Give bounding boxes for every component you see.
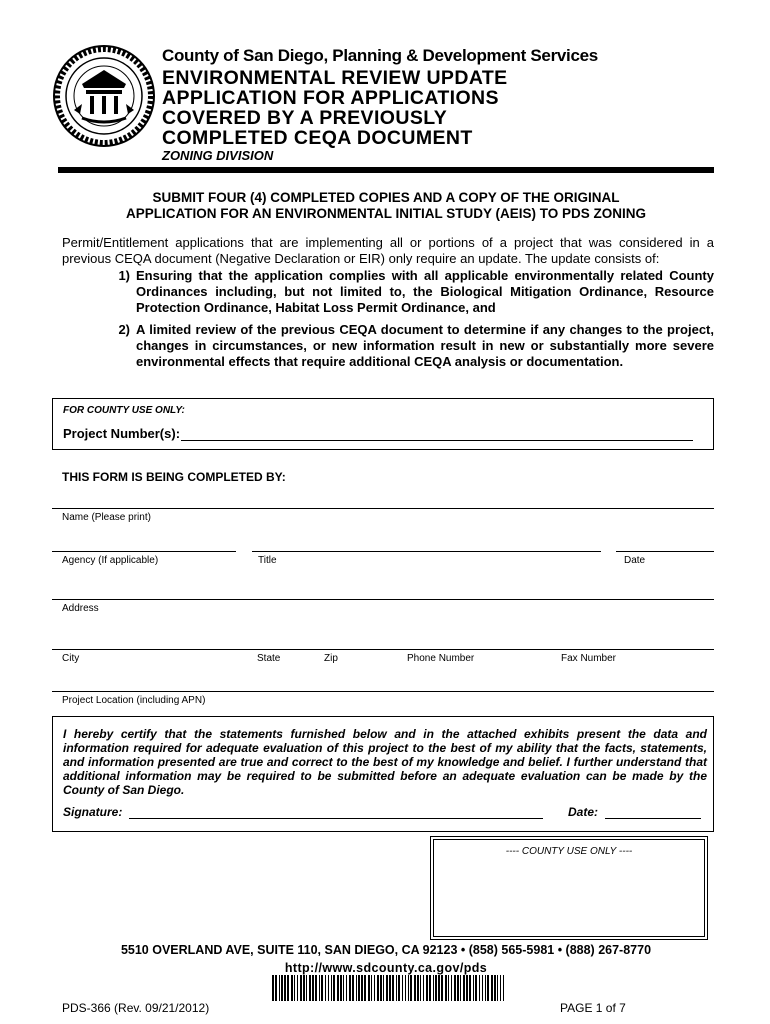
certification-text: I hereby certify that the statements furnished below and in the attached exhibits present the data and information required for adequate evaluation of this project to the best of my ability that the facts, statements, and information presented are true and correct to the best of my knowledge and belief. I further understand that additional information may be required to be submitted before an adequate evaluation can be made by the County of San Diego. — [63, 727, 707, 797]
barcode-bar — [392, 975, 394, 1001]
barcode-bar — [485, 975, 486, 1001]
barcode-bar — [487, 975, 489, 1001]
barcode-bar — [417, 975, 419, 1001]
list-item-text: Ensuring that the application complies with all applicable environmentally related County Ordinances including, but not limited to, the Biological Mitigation Ordinance, Resource Protection Ordinance, Habitat Loss Permit Ordinance, and — [136, 268, 714, 315]
county-use-only-box — [430, 836, 708, 940]
list-item-number: 2) — [118, 322, 130, 337]
barcode-bar — [482, 975, 483, 1001]
barcode-bar — [451, 975, 452, 1001]
zip-label: Zip — [324, 653, 338, 664]
barcode-bar — [441, 975, 443, 1001]
barcode-bar — [315, 975, 317, 1001]
county-seal-logo — [52, 44, 156, 148]
name-field[interactable] — [52, 508, 714, 509]
barcode-bar — [377, 975, 379, 1001]
barcode-bar — [300, 975, 302, 1001]
list-item — [62, 268, 714, 316]
barcode-bar — [445, 975, 447, 1001]
update-items-list — [62, 268, 714, 376]
phone-label: Phone Number — [407, 653, 475, 664]
barcode-bar — [420, 975, 421, 1001]
barcode-bar — [433, 975, 434, 1001]
form-title — [162, 68, 508, 148]
barcode-image — [272, 975, 504, 1001]
project-number-label: Project Number(s): — [63, 426, 181, 441]
barcode-bar — [479, 975, 480, 1001]
barcode-bar — [294, 975, 295, 1001]
barcode-bar — [352, 975, 354, 1001]
address-field[interactable] — [52, 599, 714, 600]
project-number-field[interactable] — [181, 440, 693, 441]
form-title-line: COVERED BY A PREVIOUSLY — [162, 107, 448, 129]
intro-paragraph: Permit/Entitlement applications that are implementing all or portions of a project that was considered in a previous CEQA document (Negative Declaration or EIR) only require an update. The update consists of: — [62, 235, 714, 266]
submit-instructions — [58, 190, 714, 222]
barcode-bar — [325, 975, 326, 1001]
barcode-bar — [380, 975, 382, 1001]
barcode-bar — [448, 975, 449, 1001]
barcode-bar — [321, 975, 323, 1001]
barcode-bar — [429, 975, 431, 1001]
form-number: PDS-366 (Rev. 09/21/2012) — [62, 1001, 210, 1015]
form-title-line: ENVIRONMENTAL REVIEW UPDATE — [162, 67, 508, 89]
barcode-bar — [466, 975, 468, 1001]
barcode-bar — [423, 975, 424, 1001]
barcode-bar — [337, 975, 339, 1001]
barcode-bar — [356, 975, 357, 1001]
signature-field[interactable] — [129, 818, 543, 819]
page-number: PAGE 1 of 7 — [560, 1001, 626, 1015]
fax-label: Fax Number — [561, 653, 617, 664]
barcode-bar — [386, 975, 388, 1001]
list-item-text: A limited review of the previous CEQA document to determine if any changes to the project, changes in circumstances, or new information result in new or substantially more severe environmental effects that require additional CEQA analysis or documentation. — [136, 322, 714, 369]
barcode-bar — [287, 975, 289, 1001]
barcode-bar — [460, 975, 461, 1001]
title-label: Title — [258, 555, 277, 566]
barcode-bar — [333, 975, 335, 1001]
barcode-bar — [383, 975, 384, 1001]
barcode-bar — [368, 975, 370, 1001]
title-field[interactable] — [252, 551, 601, 552]
department-name: County of San Diego, Planning & Development Services — [162, 46, 598, 65]
barcode-bar — [358, 975, 360, 1001]
submit-line: APPLICATION FOR AN ENVIRONMENTAL INITIAL STUDY (AEIS) TO PDS ZONING — [125, 206, 647, 221]
barcode-bar — [463, 975, 465, 1001]
header-divider — [58, 167, 714, 173]
barcode-bar — [438, 975, 440, 1001]
barcode-bar — [349, 975, 351, 1001]
barcode-bar — [343, 975, 344, 1001]
form-title-line: APPLICATION FOR APPLICATIONS — [162, 87, 499, 109]
barcode-bar — [371, 975, 372, 1001]
barcode-bar — [435, 975, 437, 1001]
certification-section — [52, 716, 714, 832]
address-label: Address — [62, 603, 99, 614]
barcode-bar — [389, 975, 391, 1001]
barcode-bar — [284, 975, 286, 1001]
barcode-bar — [410, 975, 412, 1001]
barcode-bar — [374, 975, 375, 1001]
date-label: Date — [624, 555, 646, 566]
agency-label: Agency (If applicable) — [62, 555, 159, 566]
barcode-bar — [454, 975, 456, 1001]
county-use-label: FOR COUNTY USE ONLY: — [63, 405, 185, 416]
barcode-bar — [281, 975, 283, 1001]
barcode-bar — [457, 975, 459, 1001]
barcode-bar — [303, 975, 305, 1001]
barcode-bar — [426, 975, 428, 1001]
barcode-bar — [494, 975, 496, 1001]
county-use-section — [52, 398, 714, 450]
form-title-line: COMPLETED CEQA DOCUMENT — [162, 127, 473, 149]
barcode-bar — [503, 975, 504, 1001]
barcode-bar — [309, 975, 311, 1001]
completed-by-heading: THIS FORM IS BEING COMPLETED BY: — [62, 470, 286, 484]
certification-date-label: Date: — [568, 805, 599, 819]
barcode-bar — [500, 975, 501, 1001]
barcode-bar — [396, 975, 397, 1001]
barcode-bar — [469, 975, 471, 1001]
project-location-field[interactable] — [52, 691, 714, 692]
state-label: State — [257, 653, 281, 664]
certification-date-field[interactable] — [605, 818, 701, 819]
barcode-bar — [328, 975, 329, 1001]
date-field[interactable] — [616, 551, 714, 552]
list-item-number: 1) — [118, 268, 130, 283]
barcode-bar — [291, 975, 293, 1001]
barcode-bar — [402, 975, 403, 1001]
barcode-bar — [279, 975, 280, 1001]
barcode-bar — [340, 975, 342, 1001]
division-name: ZONING DIVISION — [162, 148, 274, 163]
submit-line: SUBMIT FOUR (4) COMPLETED COPIES AND A COPY OF THE ORIGINAL — [152, 190, 620, 205]
barcode-bar — [473, 975, 474, 1001]
barcode-bar — [272, 975, 274, 1001]
barcode-bar — [312, 975, 314, 1001]
city-state-zip-phone-fax-field[interactable] — [52, 649, 714, 650]
barcode-bar — [297, 975, 298, 1001]
agency-field[interactable] — [52, 551, 236, 552]
barcode-bar — [364, 975, 366, 1001]
list-item — [62, 322, 714, 370]
barcode-bar — [497, 975, 498, 1001]
barcode-bar — [275, 975, 277, 1001]
barcode-bar — [408, 975, 409, 1001]
footer-address: 5510 OVERLAND AVE, SUITE 110, SAN DIEGO, CA 92123 • (858) 565-5981 • (888) 267-8770 — [120, 943, 652, 957]
barcode-bar — [346, 975, 347, 1001]
barcode-bar — [319, 975, 320, 1001]
barcode-bar — [331, 975, 332, 1001]
barcode-bar — [398, 975, 400, 1001]
barcode-bar — [475, 975, 477, 1001]
project-location-label: Project Location (including APN) — [62, 695, 206, 706]
barcode-bar — [306, 975, 307, 1001]
city-label: City — [62, 653, 80, 664]
signature-label: Signature: — [63, 805, 123, 819]
barcode-bar — [405, 975, 406, 1001]
barcode-bar — [491, 975, 493, 1001]
barcode-bar — [361, 975, 363, 1001]
barcode-bar — [414, 975, 416, 1001]
county-use-only-label: ---- COUNTY USE ONLY ---- — [505, 846, 633, 857]
footer-url[interactable]: http://www.sdcounty.ca.gov/pds — [284, 961, 488, 975]
name-label: Name (Please print) — [62, 512, 151, 523]
